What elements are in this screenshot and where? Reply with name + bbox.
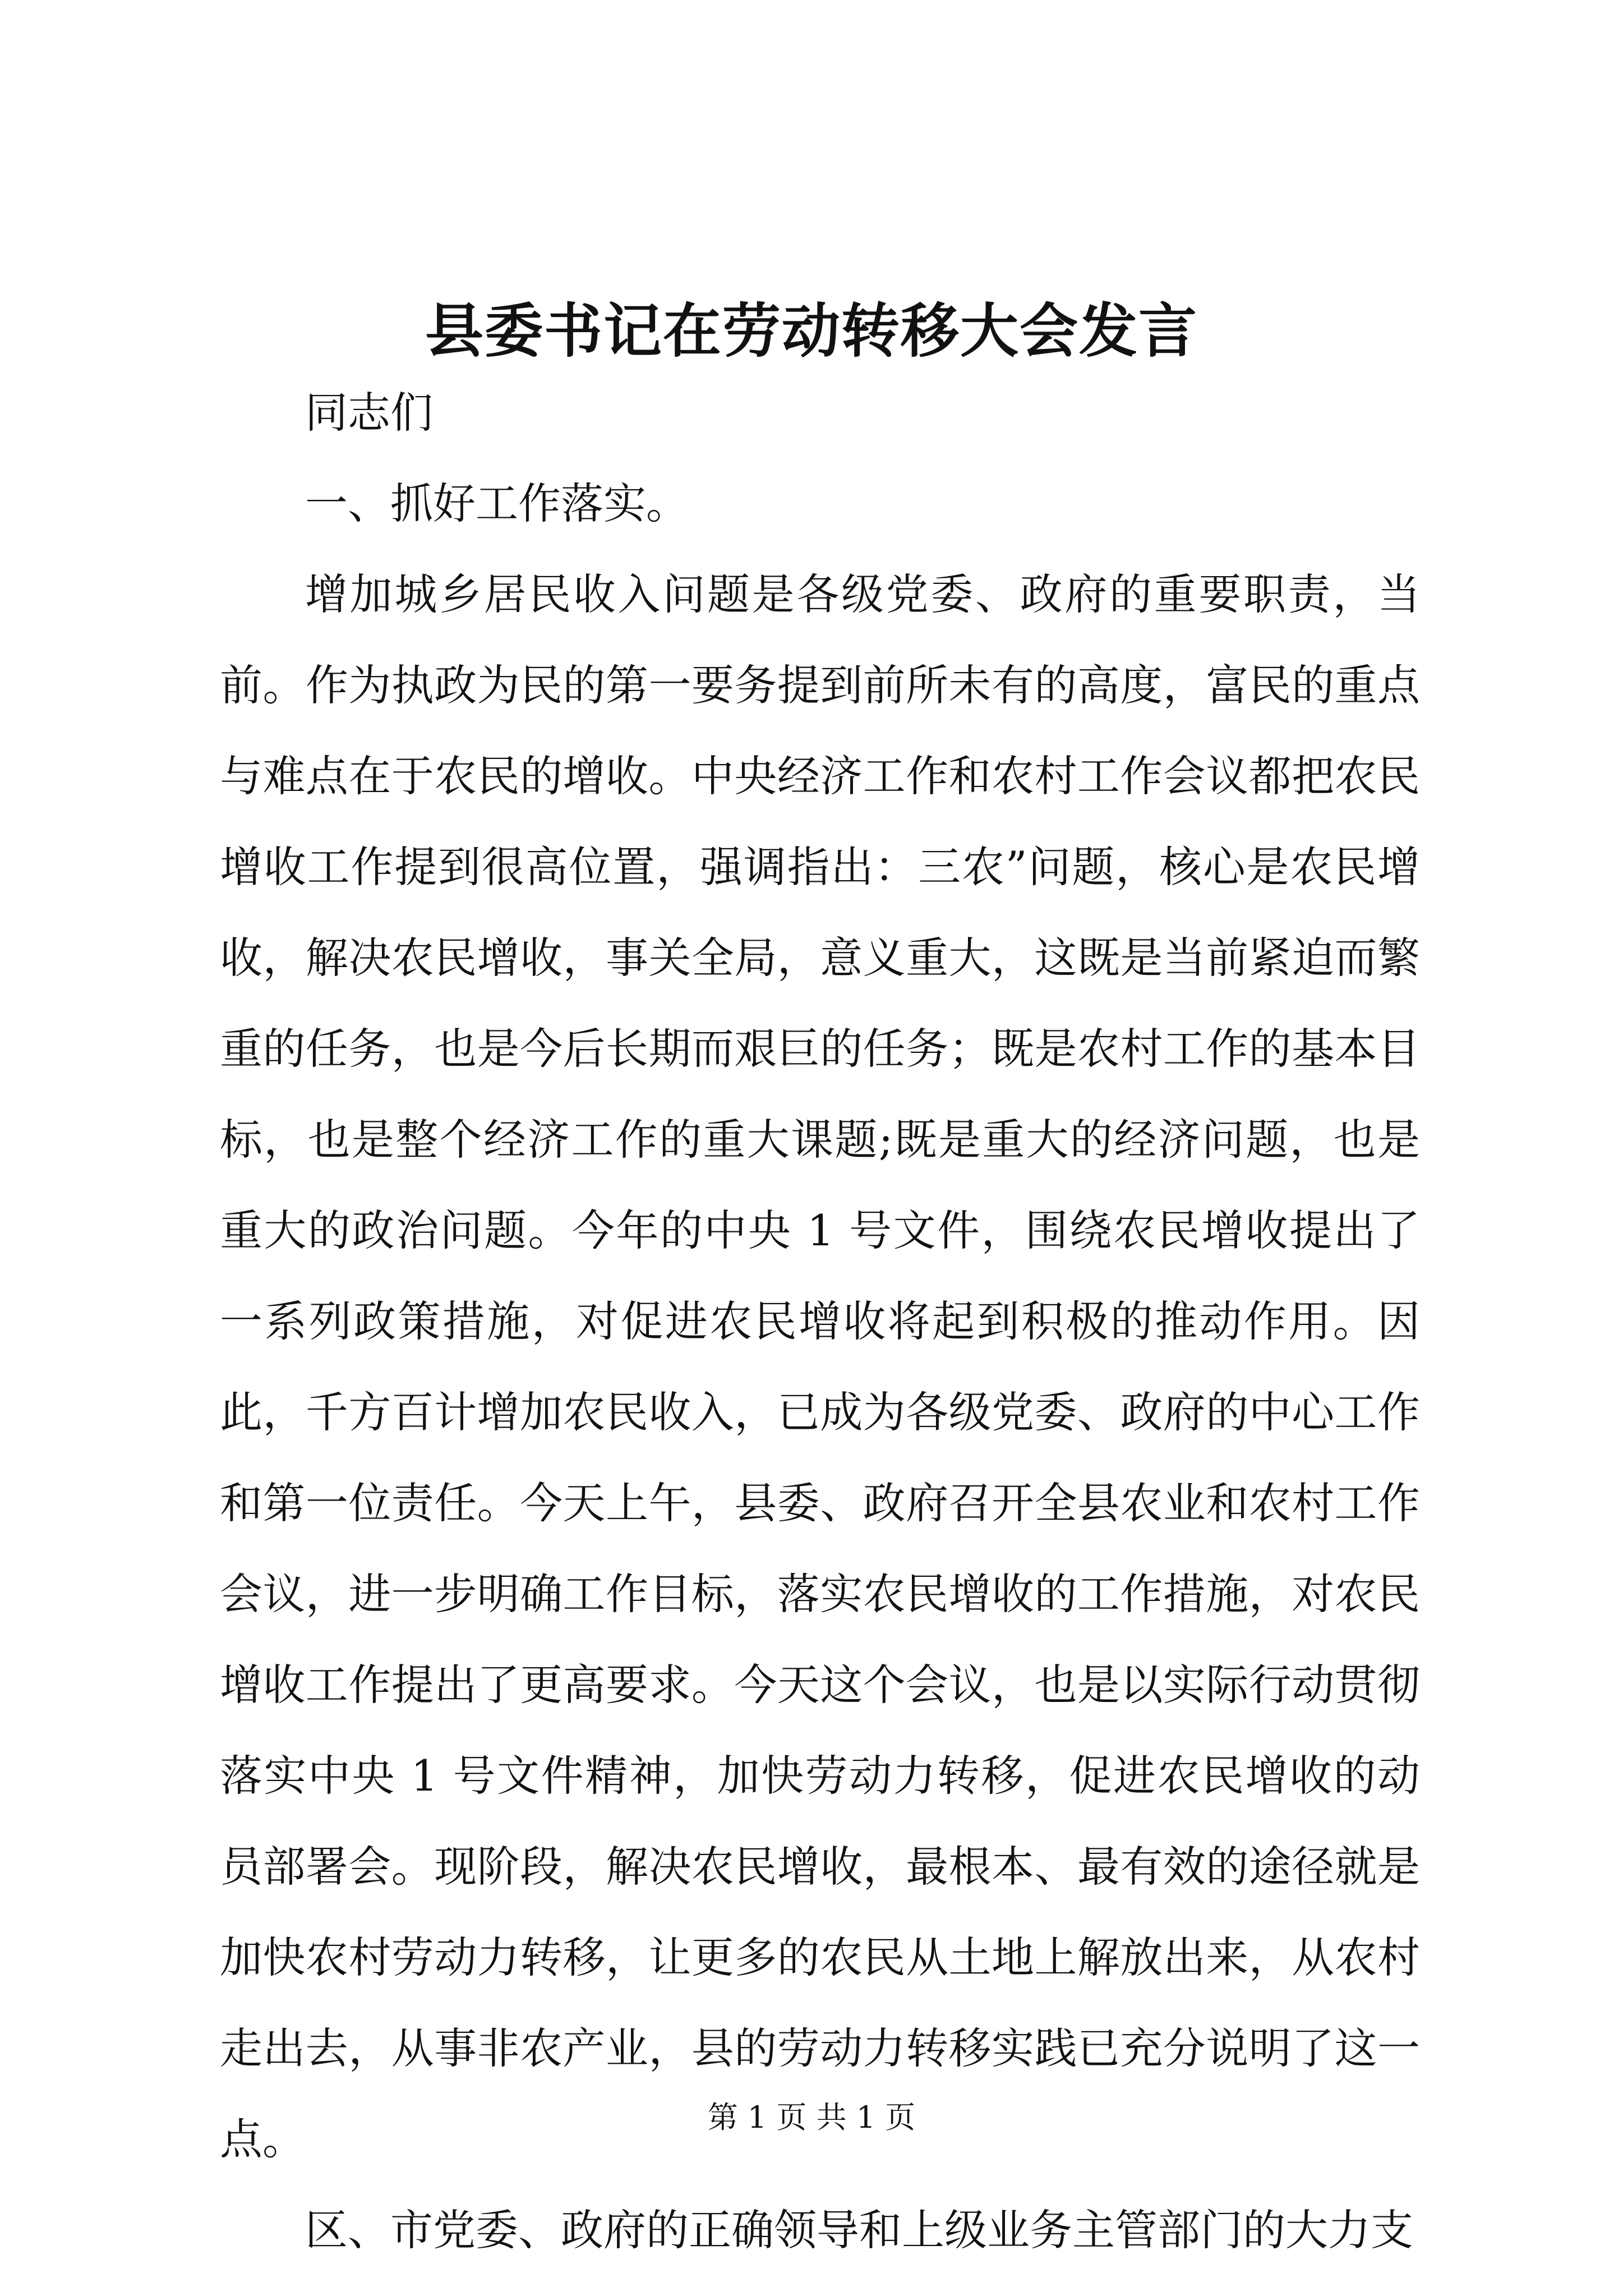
body-paragraph: 增加城乡居民收入问题是各级党委、政府的重要职责，当前。作为执政为民的第一要务提到前所未有的高度，富民的重点与难点在于农民的增收。中央经济工作和农村工作会议都把农民增收工作提到很高位置，强调指出：三农”问题，核心是农民增收，解决农民增收，事关全局，意义重大，这既是当前紧迫而繁重的任务，也是今后长期而艰巨的任务；既是农村工作的基本目标，也是整个经济工作的重大课题;既是重大的经济问题，也是重大的政治问题。今年的中央 1 号文件，围绕农民增收提出了一系列政策措施，对促进农民增收将起到积极的推动作用。因此，千方百计增加农民收入，已成为各级党委、政府的中心工作和第一位责任。今天上午，县委、政府召开全县农业和农村工作会议，进一步明确工作目标，落实农民增收的工作措施，对农民增收工作提出了更高要求。今天这个会议，也是以实际行动贯彻落实中央 1 号文件精神，加快劳动力转移，促进农民增收的动员部署会。现阶段，解决农民增收，最根本、最有效的途径就是加快农村劳动力转移，让更多的农民从土地上解放出来，从农村走出去，从事非农产业，县的劳动力转移实践已充分说明了这一点。 (220, 569, 1420, 2164)
document-body (220, 367, 1420, 2276)
body-paragraph: 区、市党委、政府的正确领导和上级业务主管部门的大力支 (305, 2205, 1413, 2255)
section-heading: 一、抓好工作落实。 (305, 478, 689, 528)
salutation: 同志们 (305, 388, 433, 438)
page-footer: 第 1 页 共 1 页 (707, 2100, 916, 2135)
document-title: 县委书记在劳动转移大会发言 (425, 296, 1198, 365)
